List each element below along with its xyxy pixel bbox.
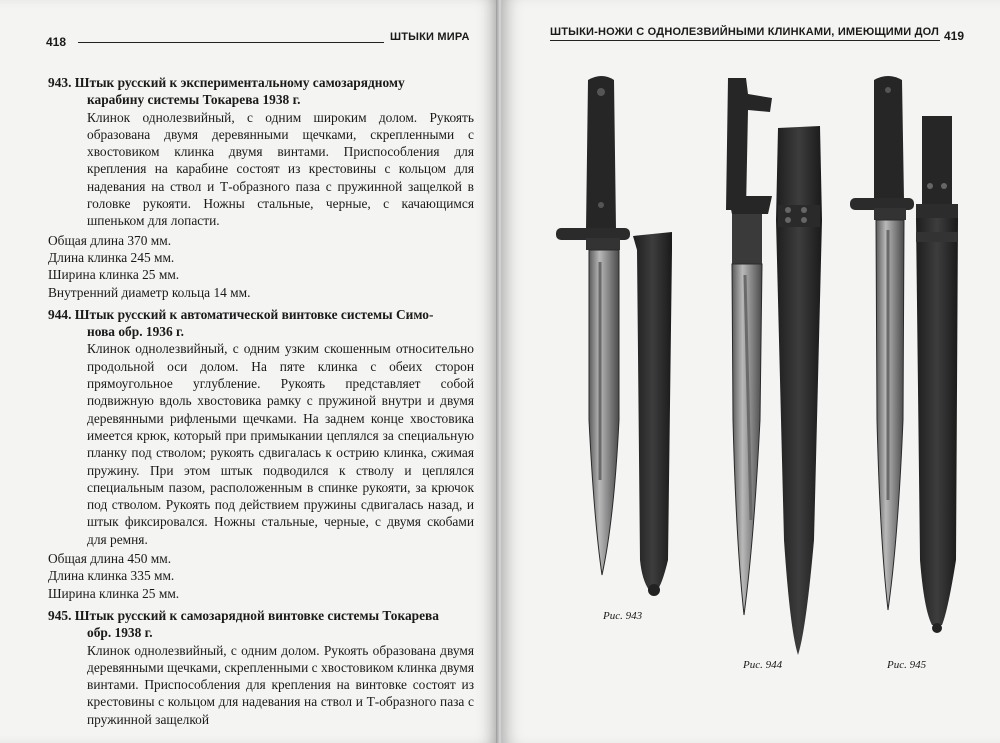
bayonet-photographs	[502, 0, 1000, 743]
entry-title	[48, 306, 474, 341]
caption-fig-945: Рис. 945	[887, 659, 927, 671]
entry-title-line1: Штык русский к автоматической винтовке системы Симо-	[74, 306, 434, 322]
scabbard-944	[776, 126, 822, 655]
header-rule-left	[78, 42, 384, 43]
entry-number: 945.	[48, 607, 72, 623]
entry-945	[48, 607, 474, 728]
entry-title-line2: нова обр. 1936 г.	[87, 324, 184, 340]
entry-description: Клинок однолезвийный, с одним широким долом. Рукоять образована двумя деревянными щечками, скрепленными с хвостовиком клинка двумя винтами. Приспособления для крепления на карабине состоят из крестовины с кольцом для надевания на ствол и Т-образного паза с пружинной защелкой в головке рукояти. Ножны стальные, черные, с качающимся шпеньком для лопасти.	[87, 109, 474, 229]
entry-number: 943.	[48, 75, 72, 90]
running-head-left: ШТЫКИ МИРА	[390, 31, 470, 43]
bayonet-945	[850, 76, 914, 610]
entry-number: 944.	[48, 306, 72, 322]
spec-item: Общая длина 370 мм.	[48, 232, 172, 248]
left-page	[0, 0, 498, 743]
right-page	[502, 0, 1000, 743]
scabbard-943	[633, 232, 672, 596]
bayonet-943	[556, 76, 630, 575]
bayonet-944	[726, 78, 772, 615]
spec-item: Ширина клинка 25 мм.	[48, 267, 180, 283]
entry-description: Клинок однолезвийный, с одним узким скошенным относительно продольной оси долом. На пяте клинка с обеих сторон прямоугольное углубление. Рукоять представляет собой подвижную вдоль хвостовика рамку с пружиной внутри и двумя деревянными рифлеными щечками. На заднем конце хвостовика имеется крюк, который при примыкании цеплялся за специальную планку под стволом; рукоять сдвигалась к острию клинка, сжимая пружину. При этом штык подводился к стволу и цеплялся специальным пазом, расположенным в спинке рукояти, за крючок под стволом. Рукоять под действием пружины сдвигалась назад, и штык фиксировался. Ножны стальные, черные, с двумя скобами для ремня.	[87, 341, 474, 547]
spec-item: Длина клинка 245 мм.	[48, 249, 175, 265]
page-number-right: 419	[944, 29, 965, 43]
running-head-right: ШТЫКИ-НОЖИ С ОДНОЛЕЗВИЙНЫМИ КЛИНКАМИ, ИМЕЮЩИМИ ДОЛ	[550, 26, 940, 38]
entry-title	[48, 74, 474, 109]
entry-body	[48, 340, 474, 548]
entry-943	[48, 74, 474, 301]
text-column	[48, 74, 474, 733]
spec-item: Общая длина 450 мм.	[48, 551, 172, 567]
spec-list	[48, 232, 474, 301]
entry-title-line1: Штык русский к экспериментальному самозарядному	[74, 75, 405, 90]
entry-title-line1: Штык русский к самозарядной винтовке системы Токарева	[74, 607, 439, 623]
entry-description: Клинок однолезвийный, с одним долом. Рукоять образована двумя деревянными щечками, скрепленными с хвостовиком клинка двумя винтами. Приспособления для крепления на винтовке состоят из крестовины с кольцом для надевания на ствол и Т-образного паза с пружинной защелкой	[87, 642, 474, 727]
entry-title-line2: карабину системы Токарева 1938 г.	[87, 92, 301, 108]
entry-body	[48, 109, 474, 230]
spec-list	[48, 550, 474, 602]
caption-fig-943: Рис. 943	[603, 610, 643, 622]
entry-body	[48, 642, 474, 728]
entry-title	[48, 607, 474, 642]
spec-item: Ширина клинка 25 мм.	[48, 585, 180, 601]
spec-item: Длина клинка 335 мм.	[48, 568, 175, 584]
entry-title-line2: обр. 1938 г.	[87, 625, 153, 641]
entry-944	[48, 306, 474, 602]
scabbard-945	[916, 116, 958, 633]
page-number-left: 418	[46, 35, 67, 49]
caption-fig-944: Рис. 944	[743, 659, 783, 671]
spec-item: Внутренний диаметр кольца 14 мм.	[48, 284, 251, 300]
